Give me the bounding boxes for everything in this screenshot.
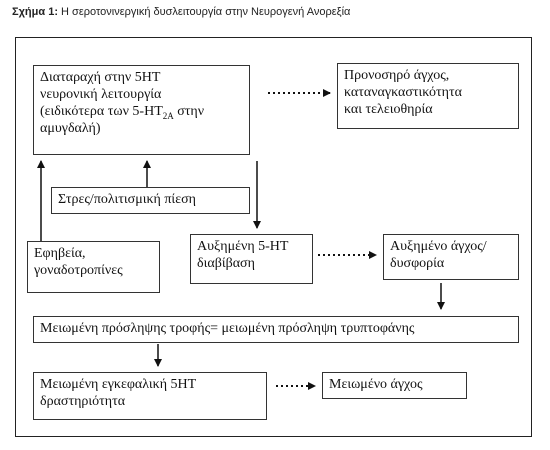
line3-sub: 2A (162, 110, 174, 121)
line3-post: στην (173, 104, 205, 119)
node-serotonin-dysfunction-line4: αμυγδαλή) (40, 121, 101, 136)
node-stress-line1: Στρες/πολιτισμική πίεση (58, 192, 196, 207)
caption-text: Η σεροτονινεργική δυσλειτουργία στην Νευρογενή Ανορεξία (61, 6, 351, 18)
node-reduced-activity-line1: Μειωμένη εγκεφαλική 5HT (40, 377, 197, 392)
node-premorbid-anxiety-line1: Προνοσηρό άγχος, (344, 68, 450, 83)
node-reduced-anxiety-line1: Μειωμένο άγχος (329, 377, 423, 392)
caption-label: Σχήμα 1: (12, 6, 58, 18)
node-puberty-line1: Εφηβεία, (34, 246, 86, 261)
node-premorbid-anxiety-line2: καταναγκαστικότητα (344, 85, 462, 100)
node-puberty-line2: γοναδοτροπίνες (34, 263, 123, 278)
node-reduced-activity-line2: δραστηριότητα (40, 394, 126, 409)
node-increased-anxiety-line2: δυσφορία (390, 256, 445, 271)
node-reduced-intake-line1: Μειωμένη πρόσληψης τροφής= μειωμένη πρόσληψη τρυπτοφάνης (40, 321, 415, 336)
node-increased-anxiety-line1: Αυξημένο άγχος/ (390, 239, 487, 254)
line3-pre: (ειδικότερα των 5-HT (40, 104, 163, 119)
node-serotonin-dysfunction-line2: νευρονική λειτουργία (40, 87, 162, 102)
node-increased-5ht-line2: διαβίβαση (197, 256, 255, 271)
node-premorbid-anxiety-line3: και τελειοθηρία (344, 102, 433, 117)
node-serotonin-dysfunction-line1: Διαταραχή στην 5HT (40, 70, 161, 85)
node-increased-5ht-line1: Αυξημένη 5-HT (197, 239, 289, 254)
